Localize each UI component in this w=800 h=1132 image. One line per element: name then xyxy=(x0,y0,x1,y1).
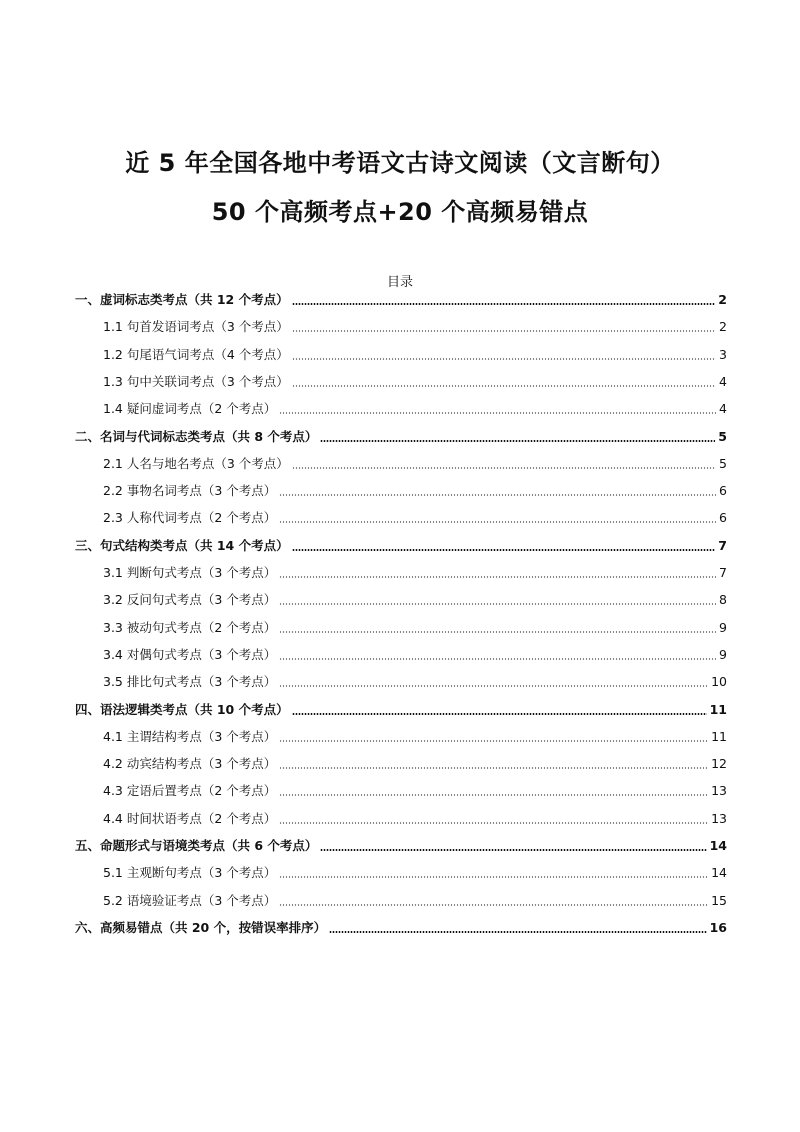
toc-entry-label: 1.1 句首发语词考点（3 个考点） xyxy=(103,319,289,335)
toc-leader-dots xyxy=(329,931,706,933)
toc-entry-label: 5.1 主观断句考点（3 个考点） xyxy=(103,865,277,881)
toc-leader-dots xyxy=(279,521,716,523)
toc-section-entry[interactable] xyxy=(75,702,727,718)
toc-leader-dots xyxy=(279,767,708,769)
toc-entry-page-number: 11 xyxy=(709,701,727,717)
document-title-line-1: 近 5 年全国各地中考语文古诗文阅读（文言断句） xyxy=(125,149,675,177)
toc-heading: 目录 xyxy=(386,275,413,290)
toc-leader-dots xyxy=(279,904,708,906)
toc-entry-label: 4.3 定语后置考点（2 个考点） xyxy=(103,783,277,799)
toc-entry-label: 3.5 排比句式考点（3 个考点） xyxy=(103,674,277,690)
toc-entry-page-number: 11 xyxy=(711,728,727,744)
toc-entry-label: 3.3 被动句式考点（2 个考点） xyxy=(103,619,277,635)
toc-subsection-entry[interactable] xyxy=(75,483,727,499)
toc-entry-label: 3.1 判断句式考点（3 个考点） xyxy=(103,565,277,580)
toc-subsection-entry[interactable] xyxy=(75,401,727,417)
toc-leader-dots xyxy=(292,549,716,551)
toc-section-entry[interactable] xyxy=(75,292,727,308)
toc-entry-page-number: 12 xyxy=(711,756,727,772)
toc-leader-dots xyxy=(279,576,716,578)
toc-section-entry[interactable] xyxy=(75,538,727,554)
toc-leader-dots xyxy=(292,467,716,469)
toc-subsection-entry[interactable] xyxy=(75,565,727,581)
toc-subsection-entry[interactable] xyxy=(75,374,727,390)
toc-leader-dots xyxy=(279,658,716,660)
toc-leader-dots xyxy=(292,303,716,305)
toc-entry-label: 一、虚词标志类考点（共 12 个考点） xyxy=(75,292,289,307)
toc-leader-dots xyxy=(292,713,707,715)
toc-subsection-entry[interactable] xyxy=(75,811,727,827)
toc-leader-dots xyxy=(279,822,708,824)
toc-section-entry[interactable] xyxy=(75,429,727,445)
toc-subsection-entry[interactable] xyxy=(75,510,727,526)
toc-subsection-entry[interactable] xyxy=(75,729,727,745)
toc-entry-page-number: 13 xyxy=(711,810,727,826)
document-title-line-2: 50 个高频考点+20 个高频易错点 xyxy=(211,198,589,226)
toc-leader-dots xyxy=(292,385,716,387)
toc-leader-dots xyxy=(279,740,708,742)
toc-entry-page-number: 2 xyxy=(718,292,727,307)
toc-entry-page-number: 8 xyxy=(719,592,727,608)
toc-leader-dots xyxy=(292,330,716,332)
toc-subsection-entry[interactable] xyxy=(75,592,727,608)
toc-leader-dots xyxy=(279,794,708,796)
toc-entry-page-number: 6 xyxy=(719,483,727,499)
toc-entry-label: 1.3 句中关联词考点（3 个考点） xyxy=(103,373,289,389)
toc-entry-page-number: 5 xyxy=(718,428,727,444)
toc-entry-page-number: 2 xyxy=(719,319,727,335)
toc-entry-label: 二、名词与代词标志类考点（共 8 个考点） xyxy=(75,428,318,444)
toc-entry-page-number: 14 xyxy=(709,838,727,853)
toc-leader-dots xyxy=(279,631,716,633)
toc-subsection-entry[interactable] xyxy=(75,319,727,335)
toc-entry-label: 4.4 时间状语考点（2 个考点） xyxy=(103,810,277,826)
toc-leader-dots xyxy=(279,685,708,687)
toc-subsection-entry[interactable] xyxy=(75,783,727,799)
toc-entry-label: 四、语法逻辑类考点（共 10 个考点） xyxy=(75,701,289,717)
toc-entry-page-number: 4 xyxy=(719,373,727,389)
toc-leader-dots xyxy=(279,494,716,496)
toc-entry-page-number: 3 xyxy=(719,346,727,362)
toc-leader-dots xyxy=(320,849,706,851)
toc-entry-label: 2.1 人名与地名考点（3 个考点） xyxy=(103,455,289,471)
toc-entry-label: 4.2 动宾结构考点（3 个考点） xyxy=(103,756,277,772)
toc-subsection-entry[interactable] xyxy=(75,756,727,772)
toc-leader-dots xyxy=(279,876,708,878)
toc-entry-label: 4.1 主谓结构考点（3 个考点） xyxy=(103,728,277,744)
toc-subsection-entry[interactable] xyxy=(75,647,727,663)
toc-leader-dots xyxy=(292,358,716,360)
toc-entry-page-number: 4 xyxy=(719,401,727,417)
toc-entry-page-number: 16 xyxy=(709,919,727,935)
toc-entry-label: 5.2 语境验证考点（3 个考点） xyxy=(103,892,277,908)
toc-section-entry[interactable] xyxy=(75,838,727,854)
toc-subsection-entry[interactable] xyxy=(75,347,727,363)
toc-entry-label: 3.4 对偶句式考点（3 个考点） xyxy=(103,646,277,662)
toc-entry-label: 五、命题形式与语境类考点（共 6 个考点） xyxy=(75,838,318,853)
toc-entry-page-number: 14 xyxy=(711,865,727,881)
toc-leader-dots xyxy=(279,412,716,414)
toc-subsection-entry[interactable] xyxy=(75,674,727,690)
toc-entry-page-number: 6 xyxy=(719,510,727,526)
toc-entry-page-number: 10 xyxy=(711,674,727,690)
toc-entry-page-number: 9 xyxy=(719,619,727,635)
toc-entry-label: 2.2 事物名词考点（3 个考点） xyxy=(103,483,277,499)
toc-subsection-entry[interactable] xyxy=(75,456,727,472)
toc-entry-label: 2.3 人称代词考点（2 个考点） xyxy=(103,510,277,526)
toc-subsection-entry[interactable] xyxy=(75,865,727,881)
toc-leader-dots xyxy=(320,440,715,442)
toc-subsection-entry[interactable] xyxy=(75,620,727,636)
toc-section-entry[interactable] xyxy=(75,920,727,936)
toc-entry-page-number: 7 xyxy=(719,565,727,580)
toc-entry-label: 三、句式结构类考点（共 14 个考点） xyxy=(75,537,289,553)
toc-entry-label: 1.2 句尾语气词考点（4 个考点） xyxy=(103,346,289,362)
toc-entry-label: 六、高频易错点（共 20 个，按错误率排序） xyxy=(75,919,327,935)
toc-entry-page-number: 7 xyxy=(718,537,727,553)
toc-entry-page-number: 15 xyxy=(711,892,727,908)
toc-entry-label: 3.2 反问句式考点（3 个考点） xyxy=(103,592,277,608)
toc-entry-page-number: 5 xyxy=(719,455,727,471)
toc-subsection-entry[interactable] xyxy=(75,893,727,909)
toc-entry-page-number: 13 xyxy=(711,783,727,799)
toc-entry-label: 1.4 疑问虚词考点（2 个考点） xyxy=(103,401,277,417)
toc-entry-page-number: 9 xyxy=(719,646,727,662)
toc-leader-dots xyxy=(279,603,716,605)
